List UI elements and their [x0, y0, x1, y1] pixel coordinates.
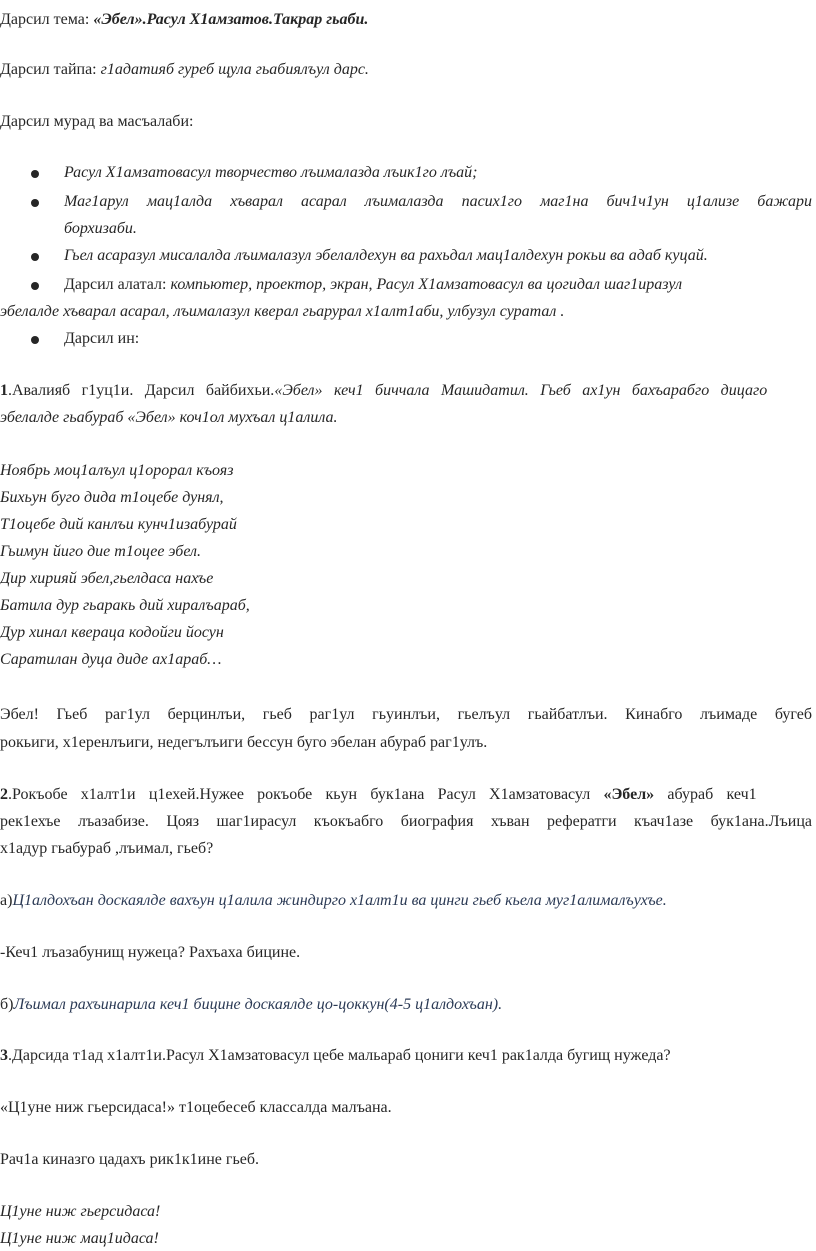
section-3-line: 3.Дарсида т1ад х1алт1и.Расул Х1амзатовасул цебе мальараб цониги кеч1 рак1алда бугищ нужеда?	[0, 1047, 671, 1064]
task-a: а)Ц1алдохъан доскаялде вахъун ц1алила жиндирго х1алт1и ва цинги гьеб кьела муг1алималъухъе.	[0, 892, 667, 909]
paragraph-ebel-line-1: Эбел! Гьеб раг1ул берцинлъи, гьеб раг1ул гьуинлъи, гьелъул гьайбатлъи. Кинабго лъимаде бугеб	[0, 706, 812, 723]
section-1-line-1: 1.Авалияб г1уц1и. Дарсил байбихьи.«Эбел» кеч1 биччала Машидатил. Гьеб ах1ун бахъарабго дицаго	[0, 382, 768, 399]
poem-line: Т1оцебе дий канлъи кунч1изабурай	[0, 516, 237, 533]
closing-poem-line: Ц1уне ниж мац1идаса!	[0, 1230, 159, 1247]
lesson-tools-label: Дарсил алатал:	[64, 276, 171, 293]
section-2-line-1: 2.Рокъобе х1алт1и ц1ехей.Нужее рокъобе кьун бук1ана Расул Х1амзатовасул «Эбел» абураб кеч1	[0, 786, 757, 803]
task-b: б)Лъимал рахъинарила кеч1 бицине доскаялде цо-цоккун(4-5 ц1алдохъан).	[0, 996, 503, 1013]
bullet-marker	[31, 199, 39, 207]
list-item: Гьел асаразул мисалалда лъималазул эбелалдехун ва рахьдал мац1алдехун рокьи ва адаб куцай.	[64, 247, 708, 264]
paragraph-ebel-line-2: рокьиги, х1еренлъиги, недегълъиги бессун буго эбелан абураб раг1улъ.	[0, 734, 488, 751]
closing-poem-line: Ц1уне ниж гьерсидаса!	[0, 1203, 161, 1220]
poem-line: Гьимун йиго дие т1оцее эбел.	[0, 543, 201, 560]
recall-line: Рач1а киназго цадахъ рик1к1ине гьеб.	[0, 1151, 259, 1168]
list-item: Расул Х1амзатовасул творчество лъималазда лъик1го лъай;	[64, 164, 478, 181]
section-1-line-2: эбелалде гьабураб «Эбел» коч1ол мухъал ц1алила.	[0, 409, 338, 426]
list-item: Дарсил ин:	[64, 330, 140, 347]
section-2-line-2: рек1ехъе лъазабизе. Цояз шаг1ирасул къокъабго биография хъван рефератги къач1азе бук1ана.Лъица	[0, 813, 812, 830]
bullet-marker	[31, 336, 39, 344]
section-2-line-3: х1адур гьабураб ,лъимал, гьеб?	[0, 840, 214, 857]
question-line: -Кеч1 лъазабунищ нужеца? Рахъаха бицине.	[0, 944, 301, 961]
list-item-text: Маг1арул мац1алда хъварал асарал лъималазда пасих1го маг1на бич1ч1ун ц1ализе бажари	[64, 193, 812, 210]
list-item	[64, 275, 682, 295]
quote-line: «Ц1уне ниж гьерсидаса!» т1оцебесеб классалда малъана.	[0, 1099, 392, 1116]
poem-line: Дур хинал квераца кодойги йосун	[0, 624, 224, 641]
bullet-marker	[31, 170, 39, 178]
bullet-marker	[31, 282, 39, 290]
lesson-type: Дарсил тайпа: г1адатияб гуреб щула гьабиялъул дарс.	[0, 61, 369, 78]
lesson-topic-value: «Эбел».Расул Х1амзатов.Такрар гьаби.	[93, 11, 369, 28]
lesson-tools-value: компьютер, проектор, экран, Расул Х1амзатовасул ва цогидал шаг1иразул	[170, 276, 683, 293]
poem-line: Батила дур гьаракь дий хиралъараб,	[0, 597, 250, 614]
poem-line: Ноябрь моц1алъул ц1орорал къояз	[0, 462, 234, 479]
lesson-goals-heading: Дарсил мурад ва масъалаби:	[0, 113, 194, 130]
lesson-type-value: г1адатияб гуреб щула гьабиялъул дарс.	[100, 61, 369, 78]
poem-line: Саратилан дуца диде ах1араб…	[0, 651, 222, 668]
list-item-continuation: эбелалде хъварал асарал, лъималазул кверал гьарурал х1алт1аби, улбузул суратал .	[0, 303, 565, 320]
list-item-continuation: борхизаби.	[64, 220, 137, 237]
bullet-marker	[31, 253, 39, 261]
lesson-topic: Дарсил тема: «Эбел».Расул Х1амзатов.Такрар гьаби.	[0, 11, 369, 28]
list-item	[64, 192, 812, 212]
poem-line: Дир хирияй эбел,гьелдаса нахъе	[0, 570, 214, 587]
poem-line: Бихьун буго дида т1оцебе дунял,	[0, 489, 224, 506]
